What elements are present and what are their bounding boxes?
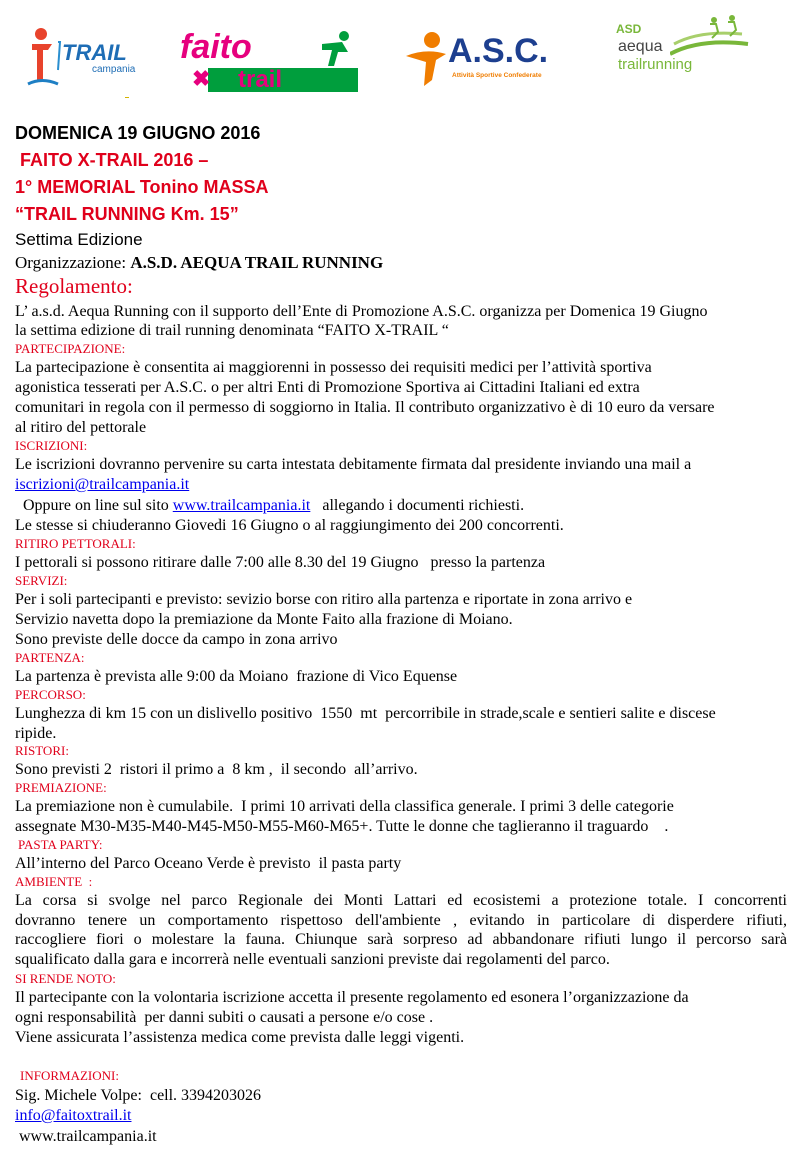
contact-email-row: [15, 1106, 131, 1125]
iscrizioni-line: Le iscrizioni dovranno pervenire su carta intestata debitamente firmata dal presidente inviando una mail a: [15, 456, 692, 473]
contact-line: Sig. Michele Volpe: cell. 3394203026: [15, 1087, 262, 1104]
premiazione-line: assegnate M30-M35-M40-M45-M50-M55-M60-M65+. Tutte le donne che taglieranno il traguardo .: [15, 818, 669, 835]
partecipazione-line: La partecipazione è consentita ai maggiorenni in possesso dei requisiti medici per l’attività sportiva: [15, 359, 652, 376]
faito-xtrail-logo: [180, 30, 365, 95]
organization: [15, 253, 383, 273]
iscrizioni-online-pre: Oppure on line sul sito: [15, 497, 173, 514]
trail-word: trail: [238, 66, 283, 93]
ristori-line: Sono previsti 2 ristori il primo a 8 km , il secondo all’arrivo.: [15, 761, 418, 778]
si-rende-noto-line: Il partecipante con la volontaria iscrizione accetta il presente regolamento ed esonera l’organizzazione da: [15, 989, 689, 1006]
organization-value: A.S.D. AEQUA TRAIL RUNNING: [130, 253, 384, 272]
section-label-ristori: RISTORI:: [15, 743, 69, 758]
section-label-informazioni: INFORMAZIONI:: [20, 1068, 119, 1083]
organization-label: Organizzazione:: [15, 253, 131, 272]
aequa-trailrunning: trailrunning: [618, 56, 693, 73]
ambiente-paragraph: [15, 891, 787, 969]
runner-icon: [402, 30, 450, 90]
aequa-asd: ASD: [616, 22, 642, 36]
servizi-line: Servizio navetta dopo la premiazione da Monte Faito alla frazione di Moiano.: [15, 611, 513, 628]
iscrizioni-online-post: allegando i documenti richiesti.: [310, 497, 525, 514]
aequa-logo: [612, 14, 752, 84]
partecipazione-line: al ritiro del pettorale: [15, 419, 147, 436]
intro-line-2: la settima edizione di trail running denominata “FAITO X-TRAIL “: [15, 322, 449, 339]
ambiente-line: dovranno tenere un comportamento rispettoso dell'ambiente , evitando in particolare di disperdere rifiuti,: [15, 911, 787, 929]
iscrizioni-email-link[interactable]: iscrizioni@trailcampania.it: [15, 476, 190, 493]
x-mark-icon: ✖: [192, 66, 211, 91]
contact-site: www.trailcampania.it: [15, 1128, 157, 1145]
section-label-partecipazione: PARTECIPAZIONE:: [15, 341, 126, 356]
section-label-premiazione: PREMIAZIONE:: [15, 780, 107, 795]
section-label-servizi: SERVIZI:: [15, 573, 68, 588]
runner-icon: [308, 30, 358, 70]
ritiro-line: I pettorali si possono ritirare dalle 7:00 alle 8.30 del 19 Giugno presso la partenza: [15, 554, 546, 571]
contact-email-link[interactable]: info@faitoxtrail.it: [15, 1107, 132, 1124]
section-label-ambiente: AMBIENTE :: [15, 874, 93, 889]
iscrizioni-online-row: [15, 496, 524, 515]
race-title: “TRAIL RUNNING Km. 15”: [15, 204, 239, 224]
iscrizioni-site-link[interactable]: www.trailcampania.it: [172, 497, 311, 514]
faito-trail-banner: [208, 68, 358, 92]
aequa-word: aequa: [618, 38, 663, 55]
logo-bar: [0, 0, 800, 110]
asc-logo: [402, 30, 567, 90]
trail-campania-sub: campania: [92, 64, 136, 75]
section-label-pasta-party: PASTA PARTY:: [18, 837, 103, 852]
section-label-si-rende-noto: SI RENDE NOTO:: [15, 971, 116, 986]
memorial-title: 1° MEMORIAL Tonino MASSA: [15, 177, 269, 197]
trail-campania-word: TRAIL: [62, 40, 127, 65]
event-title: FAITO X-TRAIL 2016 –: [20, 150, 209, 170]
pasta-party-line: All’interno del Parco Oceano Verde è previsto il pasta party: [15, 855, 402, 872]
section-label-ritiro: RITIRO PETTORALI:: [15, 536, 136, 551]
si-rende-noto-line: Viene assicurata l’assistenza medica come prevista dalle leggi vigenti.: [15, 1029, 465, 1046]
decor-dot: [125, 97, 129, 98]
percorso-line: ripide.: [15, 725, 57, 742]
section-label-percorso: PERCORSO:: [15, 687, 86, 702]
asc-word: A.S.C.: [448, 32, 549, 70]
intro-line-1: L’ a.s.d. Aequa Running con il supporto dell’Ente di Promozione A.S.C. organizza per Domenica 19 Giugno: [15, 303, 708, 320]
regolamento-title: Regolamento:: [15, 274, 133, 298]
partenza-line: La partenza è prevista alle 9:00 da Moiano frazione di Vico Equense: [15, 668, 458, 685]
ambiente-line: raccogliere fiori o molestare la fauna. Chiunque sarà sorpreso ad abbandonare rifiuti lungo il percorso sarà: [15, 931, 787, 948]
iscrizioni-line: Le stesse si chiuderanno Giovedi 16 Giugno o al raggiungimento dei 200 concorrenti.: [15, 517, 564, 534]
partecipazione-line: comunitari in regola con il permesso di soggiorno in Italia. Il contributo organizzativo è di 10 euro da versare: [15, 399, 715, 416]
iscrizioni-email-row: [15, 475, 189, 494]
ambiente-line: La corsa si svolge nel parco Regionale dei Monti Lattari ed ecosistemi a protezione totale. I concorrenti: [15, 892, 787, 909]
faito-word: faito: [180, 28, 252, 66]
trail-campania-logo: [22, 22, 142, 102]
runners-icon: [670, 14, 750, 60]
partecipazione-line: agonistica tesserati per A.S.C. o per altri Enti di Promozione Sportiva ai Cittadini Italiani ed extra: [15, 379, 640, 396]
servizi-line: Sono previste delle docce da campo in zona arrivo: [15, 631, 338, 648]
ambiente-line: squalificato dalla gara e incorrerà nelle eventuali sanzioni previste dai regolamenti del parco.: [15, 950, 610, 968]
premiazione-line: La premiazione non è cumulabile. I primi 10 arrivati della classifica generale. I primi 3 delle categorie: [15, 798, 674, 815]
section-label-partenza: PARTENZA:: [15, 650, 85, 665]
asc-sub: Attività Sportive Confederate: [452, 72, 542, 79]
section-label-iscrizioni: ISCRIZIONI:: [15, 438, 88, 453]
servizi-line: Per i soli partecipanti e previsto: sevizio borse con ritiro alla partenza e riportate in zona arrivo e: [15, 591, 633, 608]
percorso-line: Lunghezza di km 15 con un dislivello positivo 1550 mt percorribile in strade,scale e sentieri salite e discese: [15, 705, 716, 722]
si-rende-noto-line: ogni responsabilità per danni subiti o causati a persone e/o cose .: [15, 1009, 434, 1026]
event-date: DOMENICA 19 GIUGNO 2016: [15, 123, 261, 143]
edition: Settima Edizione: [15, 230, 143, 249]
